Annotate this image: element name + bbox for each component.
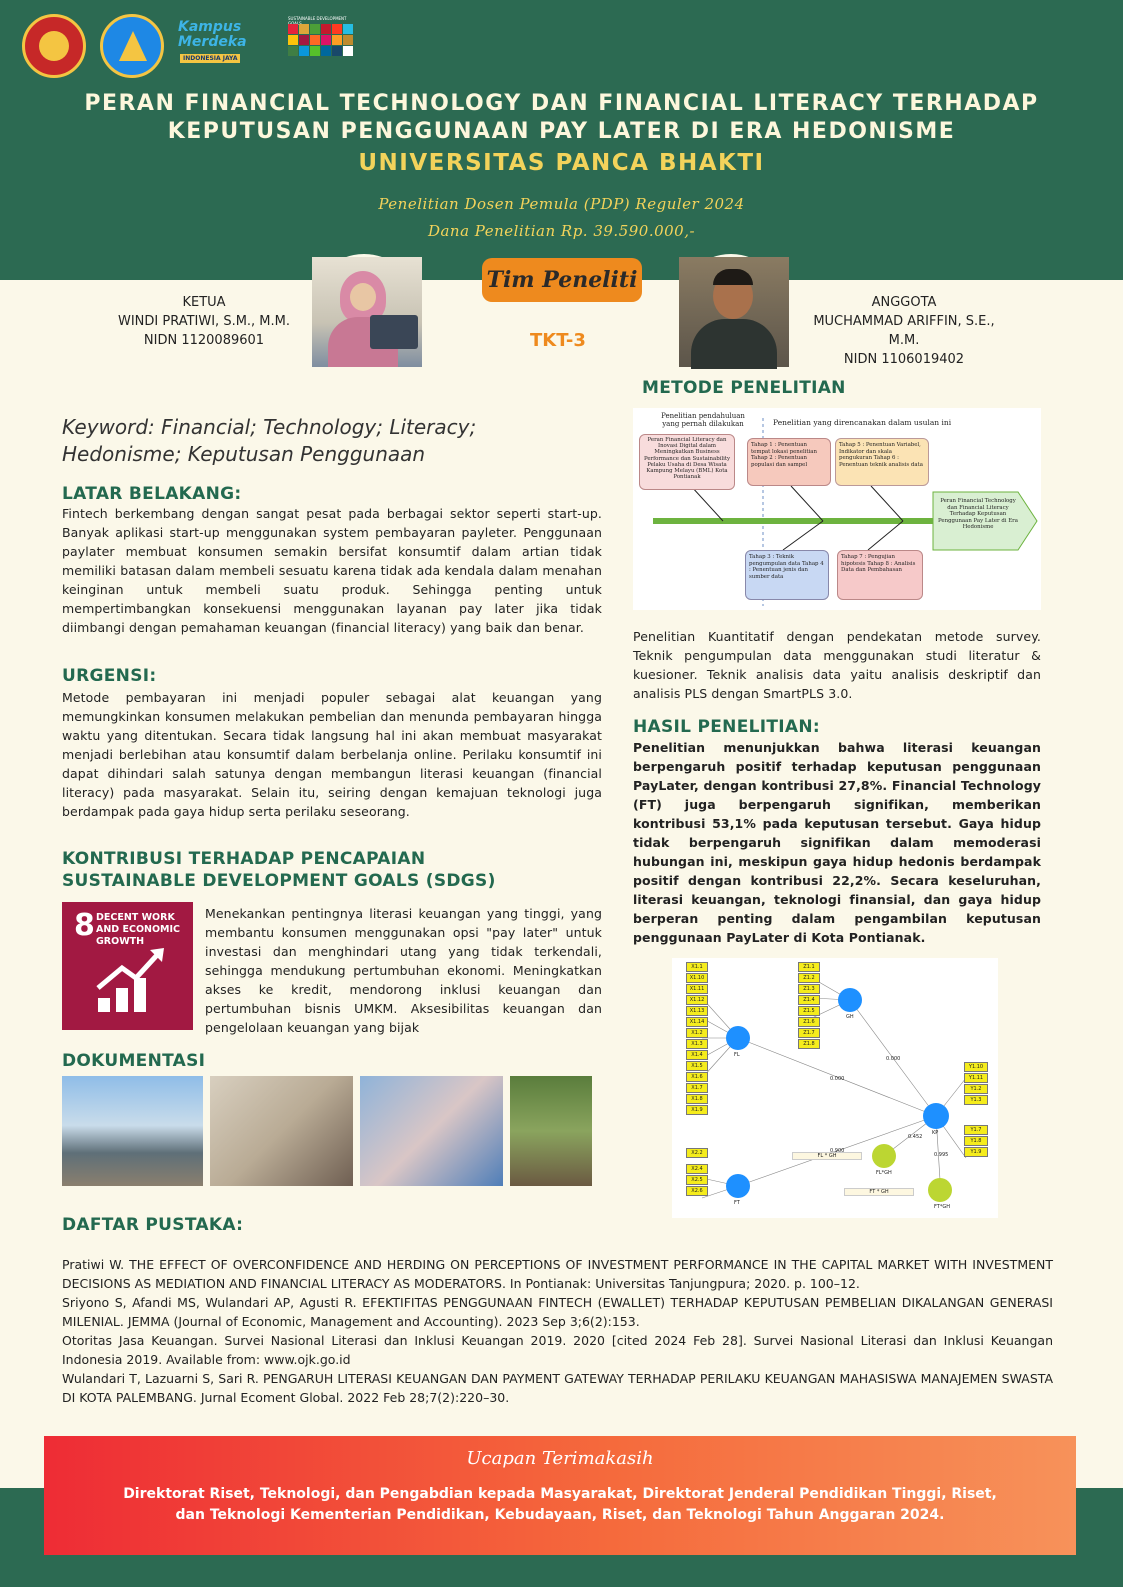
pls-items-y: Y1.10 Y1.11 Y1.2 Y1.3 Y1.7 Y1.8 Y1.9 [964, 1062, 988, 1158]
sdg-label: DECENT WORK AND ECONOMIC GROWTH [96, 912, 181, 947]
urgensi-heading: URGENSI: [62, 666, 157, 686]
fishbone-prior-box: Peran Financial Literacy dan Inovasi Digital dalam Meningkatkan Business Performance dan Sustainability Pelaku Usaha di Desa Wisata Kampung Melayu (BML) Kota Pontianak [639, 434, 735, 490]
pls-path-4: 0.995 [934, 1152, 949, 1158]
latar-text: Fintech berkembang dengan sangat pesat pada berbagai sektor seperti start-up. Banyak aplikasi start-up menggunakan system pembayaran payleter. Penggunaan paylater membuat konsumen semakin bersifat konsumtif dalam artian tidak memiliki batasan dalam membeli sesuatu karena tidak ada kendala dalam menahan keinginan untuk membeli suatu produk. Sehingga penting untuk mempertimbangkan konsekuensi menggunakan layanan pay later jika tidak diimbangi dengan pemahaman keuangan (financial literacy) yang baik dan benar. [62, 506, 602, 635]
documentation-photo-4 [510, 1076, 592, 1186]
member-name: MUCHAMMAD ARIFFIN, S.E., M.M. [813, 314, 995, 348]
hasil-text: Penelitian menunjukkan bahwa literasi keuangan berpengaruh positif terhadap keputusan penggunaan PayLater, dengan kontribusi 27,8%. Financial Technology (FT) juga berpengaruh signifikan, memberikan kontribusi 53,1% pada keputusan tersebut. Gaya hidup tidak berpengaruh signifikan dalam memoderasi hubungan ini, meskipun gaya hidup hedonis berdampak positif dengan kontribusi 22,2%. Secara keseluruhan, literasi keuangan, teknologi finansial, dan gaya hidup berperan penting dalam pengambilan keputusan penggunaan PayLater di Kota Pontianak. [633, 740, 1041, 945]
leader-name: WINDI PRATIWI, S.M., M.M. [117, 314, 291, 329]
pls-moderator-2: FT * GH [844, 1188, 914, 1196]
fishbone-left-header: Penelitian pendahuluan yang pernah dilakukan [661, 412, 745, 428]
pls-moderator-1: FL * GH [792, 1152, 862, 1160]
pls-items-x1: X1.1 X1.10 X1.11 X1.12 X1.13 X1.14 X1.2 X1.3 X1.4 X1.5 X1.6 X1.7 X1.8 X1.9 [686, 962, 708, 1116]
kontribusi-heading-1: KONTRIBUSI TERHADAP PENCAPAIAN [62, 849, 426, 869]
pls-path-5: 0.900 [830, 1148, 845, 1154]
metode-heading: METODE PENELITIAN [642, 378, 846, 398]
program-label: Penelitian Dosen Pemula (PDP) Reguler 2024 [378, 195, 745, 213]
reference-item: Pratiwi W. THE EFFECT OF OVERCONFIDENCE AND HERDING ON PERCEPTIONS OF INVESTMENT PERFORMANCE IN THE CAPITAL MARKET WITH INVESTMENT DECISIONS AS MEDIATION AND FINANCIAL LITERACY AS MODERATORS. In Pontianak: Universitas Tanjungpura; 2020. p. 100–12. [62, 1257, 1053, 1291]
fishbone-stage-box-1: Tahap 1 : Penentuan tempat lokasi penelitian Tahap 2 : Penentuan populasi dan sampel [747, 438, 831, 486]
pls-node-kp: KP [932, 1130, 939, 1136]
title-line-2: KEPUTUSAN PENGGUNAAN PAY LATER DI ERA HEDONISME [167, 119, 956, 144]
documentation-photo-1 [62, 1076, 203, 1186]
pls-model-figure [672, 958, 998, 1218]
metode-text: Penelitian Kuantitatif dengan pendekatan metode survey. Teknik pengumpulan data menggunakan studi literatur & kuesioner. Teknik analisis data yaitu analisis deskriptif dan analisis PLS dengan SmartPLS 3.0. [633, 629, 1041, 701]
pls-node-flgh: FL*GH [876, 1170, 892, 1176]
leader-photo [309, 254, 419, 364]
sdg-number: 8 [74, 908, 95, 943]
pls-node-ftgh: FT*GH [934, 1204, 950, 1210]
fishbone-stage-box-3: Tahap 3 : Teknik pengumpulan data Tahap 4 : Penentuan jenis dan sumber data [745, 550, 829, 600]
member-info [804, 293, 1004, 369]
pls-items-z: Z1.1 Z1.2 Z1.3 Z1.4 Z1.5 Z1.6 Z1.7 Z1.8 [798, 962, 820, 1050]
documentation-photo-2 [210, 1076, 353, 1186]
funding-label: Dana Penelitian Rp. 39.590.000,- [427, 222, 696, 240]
logo-tut-wuri [100, 14, 164, 78]
kontribusi-heading-2: SUSTAINABLE DEVELOPMENT GOALS (SDGS) [62, 871, 496, 891]
leader-nidn: NIDN 1120089601 [143, 333, 265, 348]
growth-chart-icon [62, 902, 193, 1030]
sdg-8-tile [62, 902, 193, 1030]
kontribusi-text: Menekankan pentingnya literasi keuangan yang tinggi, yang membantu konsumen menggunakan opsi "pay later" untuk investasi dan menghindari utang yang tidak terkendali, sehingga mendukung pertumbuhan ekonomi. Meningkatkan akses ke kredit, mendorong inklusi keuangan dan pertumbuhan bisnis UMKM. Aksesibilitas keuangan dan pengelolaan keuangan yang bijak [205, 906, 602, 1035]
acknowledgement-text: Direktorat Riset, Teknologi, dan Pengabdian kepada Masyarakat, Direktorat Jenderal Pendidikan Tinggi, Riset, dan Teknologi Kementerian Pendidikan, Kebudayaan, Riset, dan Teknologi Tahun Anggaran 2024. [123, 1486, 997, 1523]
member-photo [676, 254, 786, 364]
acknowledgement-title: Ucapan Terimakasih [466, 1448, 654, 1469]
member-nidn: NIDN 1106019402 [843, 352, 965, 367]
reference-item: Otoritas Jasa Keuangan. Survei Nasional Literasi dan Inklusi Keuangan 2019. 2020 [cited 2024 Feb 28]. Survei Nasional Literasi dan Inklusi Keuangan Indonesia 2019. Available from: www.ojk.go.id [62, 1333, 1053, 1367]
pls-path-2: 0.000 [886, 1056, 901, 1062]
hasil-heading: HASIL PENELITIAN: [633, 717, 820, 737]
pls-node-ft: FT [734, 1200, 740, 1206]
leader-role: KETUA [182, 295, 226, 310]
pls-node-gh: GH [846, 1014, 854, 1020]
logo-university [22, 14, 86, 78]
logo-sdgs: SUSTAINABLE DEVELOPMENT [288, 16, 356, 70]
leader-info [104, 293, 304, 350]
pls-path-3: 0.452 [908, 1134, 923, 1140]
title-line-1: PERAN FINANCIAL TECHNOLOGY DAN FINANCIAL LITERACY TERHADAP [84, 91, 1039, 116]
reference-item: Wulandari T, Lazuarni S, Sari R. PENGARUH LITERASI KEUANGAN DAN PAYMENT GATEWAY TERHADAP PERILAKU KEUANGAN MAHASISWA MANAJEMEN SWASTA DI KOTA PALEMBANG. Jurnal Ecoment Global. 2022 Feb 28;7(2):220–30. [62, 1371, 1053, 1405]
reference-list [62, 1255, 1053, 1407]
pls-node-fl: FL [734, 1052, 740, 1058]
fishbone-stage-box-2: Tahap 5 : Penentuan Variabel, Indikator dan skala pengukuran Tahap 6 : Penentuan teknik analisis data [835, 438, 929, 486]
documentation-photo-3 [360, 1076, 503, 1186]
member-role: ANGGOTA [871, 295, 937, 310]
dokumentasi-heading: DOKUMENTASI [62, 1051, 206, 1071]
fishbone-stage-box-4: Tahap 7 : Pengujian hipotesis Tahap 8 : Analisis Data dan Pembahasan [837, 550, 923, 600]
tkt-label: TKT-3 [530, 330, 586, 351]
fishbone-diagram [633, 408, 1041, 610]
university-name: UNIVERSITAS PANCA BHAKTI [358, 150, 765, 176]
latar-heading: LATAR BELAKANG: [62, 484, 242, 504]
team-badge: Tim Peneliti [482, 258, 642, 302]
logo-kampus-merdeka: Kampus Merdeka INDONESIA JAYA [178, 19, 247, 62]
keyword-line: Keyword: Financial; Technology; Literacy; Hedonisme; Keputusan Penggunaan [62, 415, 477, 466]
fishbone-goal: Peran Financial Technology dan Financial Literacy Terhadap Keputusan Penggunaan Pay Later di Era Hedonisme [938, 498, 1018, 530]
acknowledgement-banner [44, 1436, 1076, 1555]
pls-path-1: 0.000 [830, 1076, 845, 1082]
pls-items-x2: X2.2 X2.4 X2.5 X2.6 [686, 1148, 708, 1197]
pustaka-heading: DAFTAR PUSTAKA: [62, 1215, 244, 1235]
reference-item: Sriyono S, Afandi MS, Wulandari AP, Agusti R. EFEKTIFITAS PENGGUNAAN FINTECH (EWALLET) TERHADAP KEPUTUSAN PEMBELIAN DIKALANGAN GENERASI MILENIAL. JEMMA (Journal of Economic, Management and Accounting). 2023 Sep 3;6(2):153. [62, 1295, 1053, 1329]
fishbone-right-header: Penelitian yang direncanakan dalam usulan ini [773, 418, 952, 427]
urgensi-text: Metode pembayaran ini menjadi populer sebagai alat keuangan yang memungkinkan konsumen melakukan pembelian dan menunda pembayaran hingga waktu yang ditentukan. Secara tidak langsung hal ini akan membuat masyarakat menjadi berlebihan atau konsumtif dalam berbelanja online. Perilaku konsumtif ini dapat dihindari salah satunya dengan membangun literasi keuangan (financial literacy) pada masyarakat. Selain itu, seiring dengan kemajuan teknologi juga berdampak pada gaya hidup serta perilaku seseorang. [62, 690, 602, 819]
